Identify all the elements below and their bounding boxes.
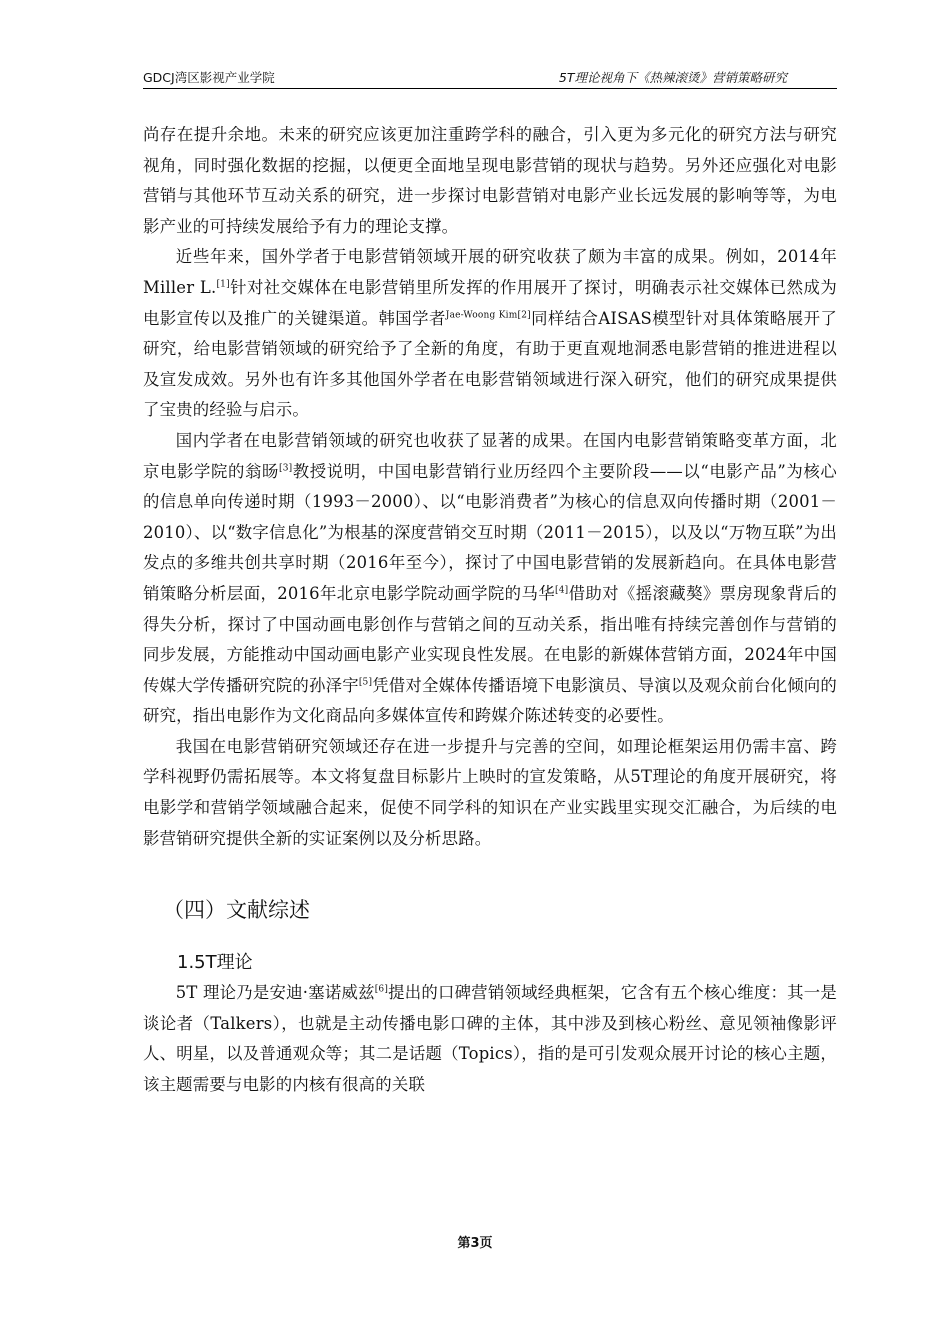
paragraph-3-text-b: 教授说明，中国电影营销行业历经四个主要阶段——以“电影产品”为核心的信息单向传递时期（1993－2000）、以“电影消费者”为核心的信息双向传播时期（2001－2010）、以“数字信息化”为根基的深度营销交互时期（2011－2015），以及以“万物互联”为出发点的多维共创共享时期（2016年至今），探讨了中国电影营销的发展新趋向。在具体电影营销策略分析层面，2016年北京电影学院动画学院的马华 (143, 461, 837, 603)
paragraph-2-text-b: 针对社交媒体在电影营销里所发挥的作用展开了探讨，明确表示社交媒体已然成为电影宣传以及推广的关键渠道。韩国学者 (143, 277, 837, 328)
paragraph-5-text-b: 提出的口碑营销领域经典框架，它含有五个核心维度：其一是谈论者（Talkers），也就是主动传播电影口碑的主体，其中涉及到核心粉丝、意见领袖像影评人、明星，以及普通观众等；其二是话题（Topics），指的是可引发观众展开讨论的核心主题，该主题需要与电影的内核有很高的关联 (143, 983, 837, 1095)
section-heading-literature-review: （四）文献综述 (163, 898, 310, 923)
subsection-heading-5t-theory: 1.5T理论 (177, 952, 253, 974)
paragraph-3-text-d: 凭借对全媒体传播语境下电影演员、导演以及观众前台化倾向的研究，指出电影作为文化商品向多媒体宣传和跨媒介陈述转变的必要性。 (143, 675, 837, 726)
citation-2: Jae-Woong Kim[2] (445, 310, 531, 321)
citation-5: [5] (358, 677, 373, 688)
paragraph-2-text-a: 近些年来，国外学者于电影营销领域开展的研究收获了颇为丰富的成果。例如，2014年Miller L. (143, 247, 837, 297)
citation-1: [1] (216, 279, 230, 290)
header-thesis-title: 5T理论视角下《热辣滚烫》营销策略研究 (558, 70, 787, 85)
citation-3: [3] (279, 463, 293, 474)
paragraph-1-text: 尚存在提升余地。未来的研究应该更加注重跨学科的融合，引入更为多元化的研究方法与研究视角，同时强化数据的挖掘，以便更全面地呈现电影营销的现状与趋势。另外还应强化对电影营销与其他环节互动关系的研究，进一步探讨电影营销对电影产业长远发展的影响等等，为电影产业的可持续发展给予有力的理论支撑。 (143, 125, 837, 236)
citation-6: [6] (374, 984, 389, 995)
paragraph-2-text-c: 同样结合AISAS模型针对具体策略展开了研究，给电影营销领域的研究给予了全新的角度，有助于更直观地洞悉电影营销的推进进程以及宣发成效。另外也有许多其他国外学者在电影营销领域进行深入研究，他们的研究成果提供了宝贵的经验与启示。 (143, 308, 837, 420)
paragraph-1 (143, 120, 837, 242)
paragraph-3-text-a: 国内学者在电影营销领域的研究也收获了显著的成果。在国内电影营销策略变革方面，北京电影学院的翁旸 (143, 430, 837, 481)
page-number: 第3页 (457, 1236, 493, 1251)
citation-4: [4] (555, 585, 569, 596)
paragraph-5 (143, 978, 837, 1100)
paragraph-3 (143, 426, 837, 732)
paragraph-4-text: 我国在电影营销研究领域还存在进一步提升与完善的空间，如理论框架运用仍需丰富、跨学科视野仍需拓展等。本文将复盘目标影片上映时的宣发策略，从5T理论的角度开展研究，将电影学和营销学领域融合起来，促使不同学科的知识在产业实践里实现交汇融合，为后续的电影营销研究提供全新的实证案例以及分析思路。 (143, 736, 837, 848)
paragraph-5-text-a: 5T 理论乃是安迪·塞诺威兹 (175, 983, 375, 1003)
header-institution: GDCJ湾区影视产业学院 (143, 70, 275, 85)
paragraph-3-text-c: 借助对《摇滚藏獒》票房现象背后的得失分析，探讨了中国动画电影创作与营销之间的互动关系，指出唯有持续完善创作与营销的同步发展，方能推动中国动画电影产业实现良性发展。在电影的新媒体营销方面，2024年中国传媒大学传播研究院的孙泽宇 (143, 583, 837, 695)
page-header (143, 68, 837, 89)
paragraph-2 (143, 242, 837, 426)
paragraph-4 (143, 732, 837, 854)
page-body (143, 120, 837, 1101)
